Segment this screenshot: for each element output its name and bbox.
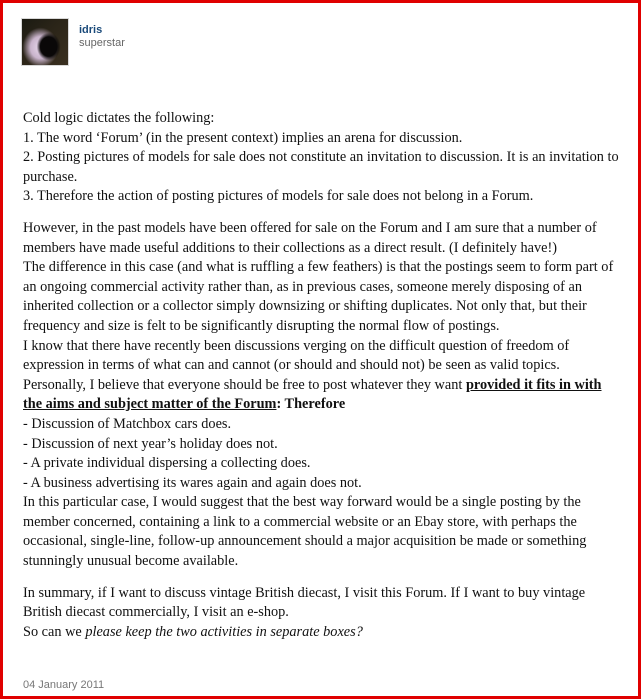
emphasis-aims: provided it fits in with the aims and subject matter of the Forum: [23, 376, 602, 413]
paragraph-gap: [23, 572, 623, 584]
dash-item-1: - Discussion of Matchbox cars does.: [23, 415, 232, 432]
dash-item-4: - A business advertising its wares again and again does not.: [23, 474, 362, 491]
user-info: [79, 24, 125, 50]
final-italic-text: please keep the two activities in separate boxes?: [85, 623, 363, 640]
paragraph-final: [23, 623, 623, 643]
personally-text: Personally, I believe that everyone should be free to post whatever they want: [23, 376, 466, 393]
paragraph-freedom: I know that there have recently been discussions verging on the difficult question of freedom of expression in terms of what can and cannot (or should and should not) be seen as valid topics.: [23, 337, 570, 374]
paragraph-suggestion: In this particular case, I would suggest that the best way forward would be a single posting by the member concerned, containing a link to a commercial website or an Ebay store, with perhaps the occasional, single-line, follow-up announcement should a major acquisition be made or something stunningly unusual become available.: [23, 494, 587, 570]
dash-item-3: - A private individual dispersing a collecting does.: [23, 455, 311, 472]
paragraph-gap: [23, 207, 623, 219]
post-header: [21, 18, 125, 66]
point-3: 3. Therefore the action of posting pictures of models for sale does not belong in a Forum.: [23, 188, 534, 205]
user-avatar[interactable]: [21, 18, 69, 66]
final-text: So can we: [23, 623, 86, 640]
dash-item-2: - Discussion of next year’s holiday does not.: [23, 435, 278, 452]
username-link[interactable]: idris: [79, 24, 103, 36]
point-2: 2. Posting pictures of models for sale does not constitute an invitation to discussion. It is an invitation to purchase.: [23, 149, 619, 185]
paragraph-personally: [23, 376, 623, 415]
paragraph-summary: In summary, if I want to discuss vintage British diecast, I visit this Forum. If I want to buy vintage British diecast commercially, I visit an e-shop.: [23, 584, 586, 621]
paragraph-difference: The difference in this case (and what is ruffling a few feathers) is that the postings seem to form part of an ongoing commercial activity rather than, as in previous cases, someone merely disposing of an inherited collection or a collector simply downsizing or shifting duplicates. Not only that, but their frequency and size is felt to be significantly disrupting the normal flow of postings.: [23, 259, 614, 334]
paragraph-past-sales: However, in the past models have been offered for sale on the Forum and I am sure that a number of members have made useful additions to their collections as a direct result. (I definitely have!): [23, 219, 597, 256]
post-date: 04 January 2011: [23, 679, 105, 691]
intro-line: Cold logic dictates the following:: [23, 110, 215, 126]
point-1: 1. The word ‘Forum’ (in the present context) implies an arena for discussion.: [23, 129, 463, 146]
post-body: [23, 109, 623, 642]
therefore-text: : Therefore: [276, 396, 346, 413]
user-rank: superstar: [79, 37, 125, 49]
